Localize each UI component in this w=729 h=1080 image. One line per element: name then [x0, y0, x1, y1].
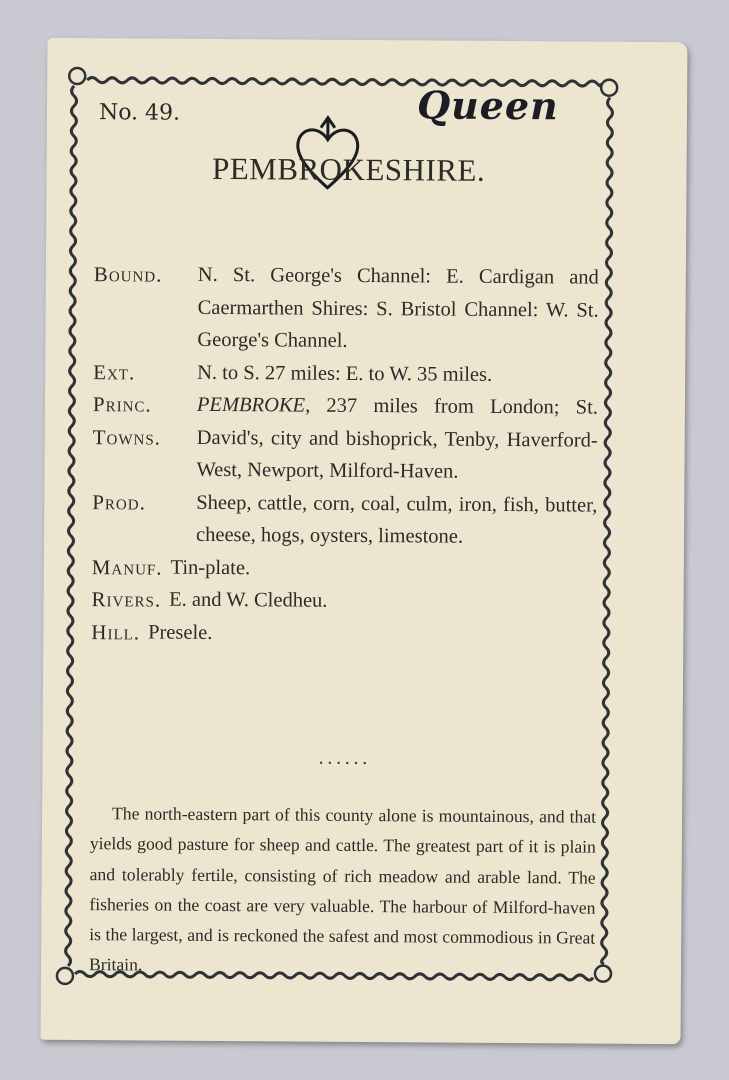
- entry-manuf: [92, 551, 597, 587]
- entry-label: Prod.: [92, 489, 146, 514]
- entry-list: [91, 258, 599, 652]
- separator: ......: [318, 747, 371, 770]
- entry-ext: [93, 356, 598, 392]
- entry-value: Presele.: [148, 620, 213, 644]
- entry-hill: [91, 616, 596, 652]
- entry-label: Bound.: [93, 262, 163, 287]
- entry-bound: [93, 258, 599, 359]
- entry-value: Tin-plate.: [170, 556, 251, 579]
- entry-label: Hill.: [91, 619, 141, 644]
- entry-value: Sheep, cattle, corn, coal, culm, iron, fish, butter, cheese, hogs, oysters, limestone.: [195, 491, 598, 548]
- county-town: PEMBROKE: [196, 393, 306, 417]
- county-title: PEMBROKESHIRE.: [211, 150, 486, 188]
- entry-value: N. St. George's Channel: E. Cardigan and Caermarthen Shires: S. Bristol Channel: W. St. George's Channel.: [197, 263, 599, 352]
- entry-value: E. and W. Cledheu.: [169, 588, 328, 612]
- entry-towns: [92, 388, 598, 489]
- entry-label: Rivers.: [91, 587, 162, 612]
- entry-value: PEMBROKE, 237 miles from London; St. David's, city and bishoprick, Tenby, Haverford-West, Newport, Milford-Haven.: [196, 393, 599, 483]
- county-card: [41, 38, 688, 1044]
- card-number: No. 49.: [98, 100, 181, 126]
- entry-prod: [92, 486, 597, 555]
- entry-label: Manuf.: [91, 554, 163, 580]
- entry-label: Princ. Towns.: [92, 392, 162, 450]
- entry-value: N. to S. 27 miles: E. to W. 35 miles.: [197, 361, 493, 386]
- entry-rivers: [91, 583, 596, 619]
- entry-label: Ext.: [93, 359, 136, 384]
- handwritten-note: Queen: [416, 82, 559, 129]
- description-paragraph: The north-eastern part of this county alone is mountainous, and that yields good pasture for sheep and cattle. The greatest part of it is plain and tolerably fertile, consisting of rich meadow and arable land. The fisheries on the coast are very valuable. The harbour of Milford-haven is the largest, and is reckoned the safest and most commodious in Great Britain.: [88, 803, 597, 975]
